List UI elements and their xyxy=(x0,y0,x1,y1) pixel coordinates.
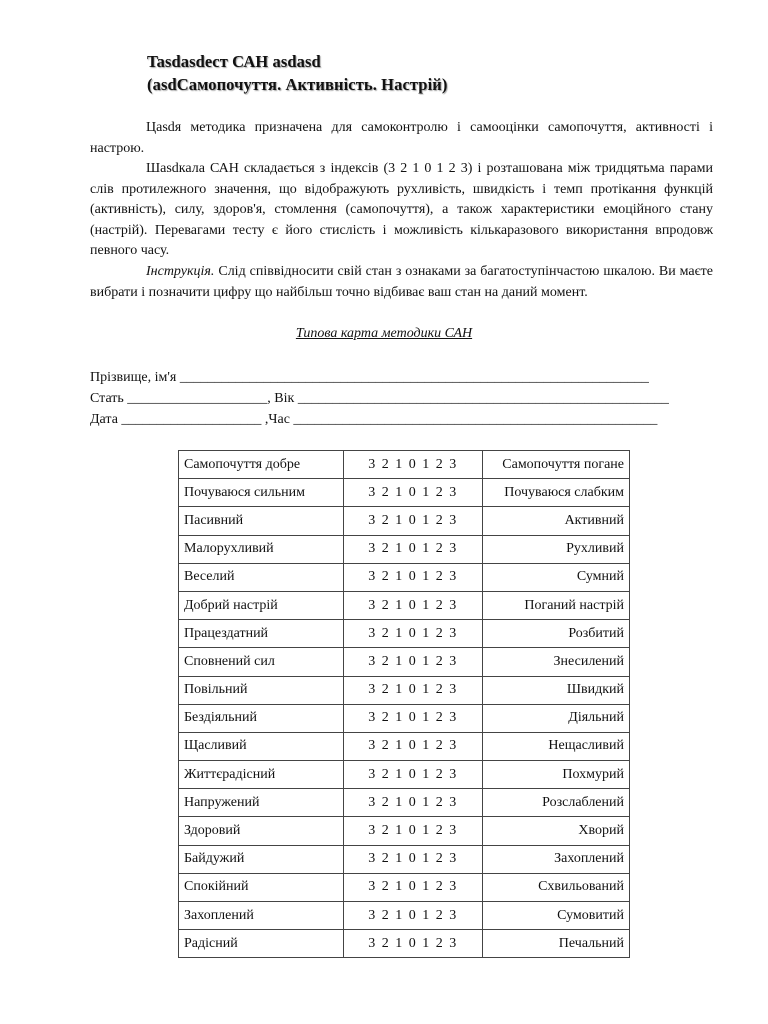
row-scale: 3 2 1 0 1 2 3 xyxy=(344,620,483,648)
row-right-label: Хворий xyxy=(483,817,630,845)
row-left-label: Самопочуття добре xyxy=(179,451,344,479)
row-left-label: Захоплений xyxy=(179,902,344,930)
row-scale: 3 2 1 0 1 2 3 xyxy=(344,563,483,591)
table-row xyxy=(179,761,630,789)
intro-text: Цasdя методика призначена для самоконтролю і самооцінки самопочуття, активності і настрою. xyxy=(90,120,713,156)
card-title: Типова карта методики САН xyxy=(295,326,473,341)
row-right-label: Сумовитий xyxy=(483,902,630,930)
row-right-label: Нещасливий xyxy=(483,732,630,760)
table-row xyxy=(179,648,630,676)
row-left-label: Малорухливий xyxy=(179,535,344,563)
scale-description-text: Шasdкала САН складається з індексів (3 2 1 0 1 2 3) і розташована між тридцятьма парами слів протилежного значення, що відображують рухливість, швидкість і темп протікання функцій (активність), силу, здоров'я, стомлення (самопочуття), а також характеристики емоційного стану (настрій). Перевагами тесту є його стислість і можливість кількаразового використання впродовж певного часу. xyxy=(90,161,713,258)
table-row xyxy=(179,507,630,535)
instruction-text: Слід співвідносити свій стан з ознаками за багатоступінчастою шкалою. Ви маєте вибрати і позначити цифру що найбільш точно відбиває ваш стан на даний момент. xyxy=(90,264,713,300)
row-right-label: Швидкий xyxy=(483,676,630,704)
row-scale: 3 2 1 0 1 2 3 xyxy=(344,591,483,619)
row-left-label: Байдужий xyxy=(179,845,344,873)
instruction-paragraph xyxy=(90,262,713,303)
row-scale: 3 2 1 0 1 2 3 xyxy=(344,902,483,930)
san-scale-table xyxy=(178,450,630,958)
row-scale: 3 2 1 0 1 2 3 xyxy=(344,451,483,479)
row-left-label: Сповнений сил xyxy=(179,648,344,676)
intro-paragraph xyxy=(90,118,713,159)
row-left-label: Веселий xyxy=(179,563,344,591)
row-left-label: Життєрадісний xyxy=(179,761,344,789)
instruction-label: Інструкція. xyxy=(146,264,215,279)
row-scale: 3 2 1 0 1 2 3 xyxy=(344,789,483,817)
row-left-label: Радісний xyxy=(179,930,344,958)
row-right-label: Похмурий xyxy=(483,761,630,789)
row-right-label: Розбитий xyxy=(483,620,630,648)
row-scale: 3 2 1 0 1 2 3 xyxy=(344,930,483,958)
table-row xyxy=(179,704,630,732)
row-scale: 3 2 1 0 1 2 3 xyxy=(344,507,483,535)
table-row xyxy=(179,789,630,817)
document-title: Tasdasdeст САН asdasd xyxy=(147,52,321,71)
row-scale: 3 2 1 0 1 2 3 xyxy=(344,648,483,676)
row-left-label: Пасивний xyxy=(179,507,344,535)
row-right-label: Знесилений xyxy=(483,648,630,676)
table-row xyxy=(179,845,630,873)
row-right-label: Печальний xyxy=(483,930,630,958)
name-field-line: Прізвище, ім'я ___________________________________________________________________ xyxy=(90,370,649,385)
row-right-label: Схвильований xyxy=(483,873,630,901)
row-left-label: Щасливий xyxy=(179,732,344,760)
row-right-label: Почуваюся слабким xyxy=(483,479,630,507)
table-row xyxy=(179,930,630,958)
row-right-label: Сумний xyxy=(483,563,630,591)
row-left-label: Спокійний xyxy=(179,873,344,901)
row-left-label: Бездіяльний xyxy=(179,704,344,732)
row-left-label: Повільний xyxy=(179,676,344,704)
gender-age-field-line: Стать ____________________, Вік _____________________________________________________ xyxy=(90,391,669,406)
row-scale: 3 2 1 0 1 2 3 xyxy=(344,873,483,901)
row-scale: 3 2 1 0 1 2 3 xyxy=(344,845,483,873)
row-right-label: Активний xyxy=(483,507,630,535)
row-scale: 3 2 1 0 1 2 3 xyxy=(344,817,483,845)
row-scale: 3 2 1 0 1 2 3 xyxy=(344,479,483,507)
row-left-label: Здоровий xyxy=(179,817,344,845)
table-row xyxy=(179,451,630,479)
row-right-label: Діяльний xyxy=(483,704,630,732)
table-row xyxy=(179,535,630,563)
table-row xyxy=(179,732,630,760)
scale-description-paragraph xyxy=(90,159,713,262)
table-row xyxy=(179,479,630,507)
table-row xyxy=(179,591,630,619)
row-scale: 3 2 1 0 1 2 3 xyxy=(344,761,483,789)
date-time-field-line: Дата ____________________ ,Час ____________________________________________________ xyxy=(90,412,658,427)
table-row xyxy=(179,563,630,591)
table-row xyxy=(179,817,630,845)
row-left-label: Працездатний xyxy=(179,620,344,648)
row-right-label: Рухливий xyxy=(483,535,630,563)
row-right-label: Поганий настрій xyxy=(483,591,630,619)
row-scale: 3 2 1 0 1 2 3 xyxy=(344,535,483,563)
row-right-label: Розслаблений xyxy=(483,789,630,817)
row-right-label: Самопочуття погане xyxy=(483,451,630,479)
table-row xyxy=(179,902,630,930)
row-scale: 3 2 1 0 1 2 3 xyxy=(344,704,483,732)
row-right-label: Захоплений xyxy=(483,845,630,873)
document-subtitle: (asdСамопочуття. Активність. Настрій) xyxy=(147,75,448,94)
table-row xyxy=(179,620,630,648)
table-row xyxy=(179,676,630,704)
table-row xyxy=(179,873,630,901)
row-scale: 3 2 1 0 1 2 3 xyxy=(344,676,483,704)
row-left-label: Почуваюся сильним xyxy=(179,479,344,507)
row-left-label: Напружений xyxy=(179,789,344,817)
row-left-label: Добрий настрій xyxy=(179,591,344,619)
row-scale: 3 2 1 0 1 2 3 xyxy=(344,732,483,760)
san-table-body xyxy=(179,451,630,958)
